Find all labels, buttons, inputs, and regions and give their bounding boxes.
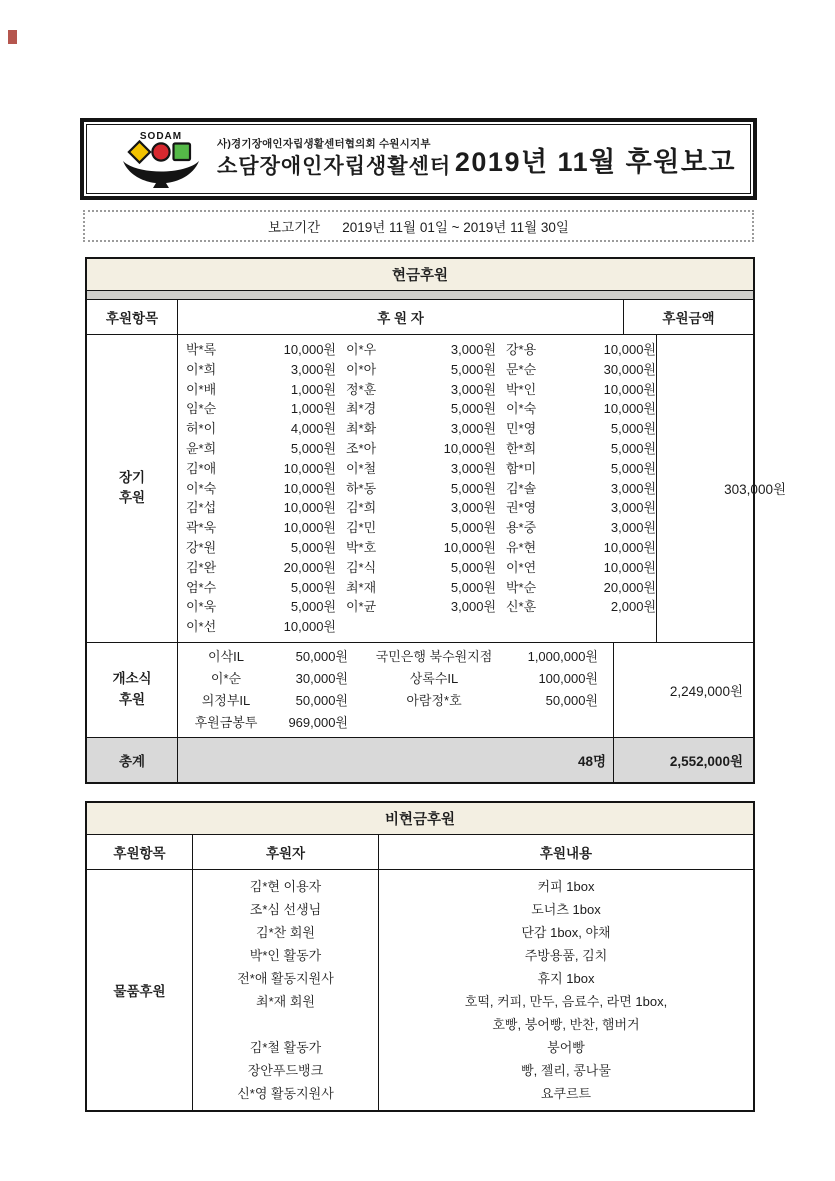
donor-name: 국민은행 북수원지점 [375,648,493,664]
donor-name: 이*철 [346,460,377,476]
regular-donor-grid [178,335,656,642]
donor-name: 김*식 [346,559,377,575]
donor-name: 아람정*호 [406,692,462,708]
donor-name: 최*재 [346,579,377,595]
opening-label [87,643,178,737]
donor-name: 함*미 [506,460,537,476]
header-donor: 후 원 자 [377,311,424,326]
donor-name: 이*배 [186,381,217,397]
donor-amount: 5,000원 [450,559,496,575]
donor-amount [414,617,496,637]
report-title: 2019년 11월 후원보고 [454,146,736,177]
noncash-content-column [379,870,753,1110]
period-label: 보고기간 [268,220,321,235]
header-item: 후원항목 [87,300,178,334]
org-name-small: 사)경기장애인자립생활센터협의회 수원시지부 [217,138,431,151]
donor-name: 최*화 [346,421,377,437]
donor-name: 이*우 [346,342,377,357]
donor-name: 이*아 [346,361,377,377]
total-row [87,738,753,782]
opening-label-line2: 후원 [118,691,146,707]
total-amount: 2,552,000원 [613,738,753,782]
donor-amount: 5,000원 [290,440,336,456]
cash-header-row [87,300,753,335]
donor-name: 이*숙 [506,401,537,417]
donor-amount: 50,000원 [295,692,348,708]
content-line: 도너츠 1box [531,901,601,917]
donor-name: 민*영 [506,421,537,437]
content-line: 붕어빵 [547,1039,585,1055]
logo-brand-text: SODAM [139,131,183,142]
donor-amount: 5,000원 [290,599,336,615]
donor-line: 최*재 회원 [256,993,315,1009]
donor-name: 이삭IL [208,648,244,664]
logo-circle-icon [152,143,169,160]
donor-name: 이*균 [346,599,377,615]
donor-name: 한*희 [506,440,537,456]
donor-amount: 10,000원 [603,401,656,417]
donor-name: 후원금봉투 [194,714,258,730]
scan-artifact-mark [8,30,17,44]
period-bar [83,210,754,242]
donor-amount: 1,000원 [290,381,336,397]
donor-name: 김*애 [186,460,217,476]
donor-name: 최*경 [346,401,377,417]
donor-amount: 5,000원 [610,421,656,437]
donor-amount: 3,000원 [450,460,496,476]
donor-name: 임*순 [186,401,217,417]
donor-name: 이*희 [186,361,217,377]
donor-amount: 3,000원 [450,381,496,397]
noncash-label: 물품후원 [87,870,193,1110]
donor-amount: 100,000원 [538,670,598,686]
content-line: 호떡, 커피, 만두, 음료수, 라면 1box, [464,993,668,1009]
donor-amount: 3,000원 [450,342,496,357]
donor-name: 김*완 [186,559,217,575]
donor-name: 권*영 [506,500,537,516]
regular-label-line1: 장기 [118,469,146,485]
cash-table [85,257,786,784]
donor-name: 박*인 [506,381,537,397]
donor-amount: 10,000원 [283,480,336,496]
donor-name [506,617,564,637]
donor-amount: 3,000원 [610,480,656,496]
header-box [80,118,757,200]
donor-amount: 5,000원 [610,440,656,456]
donor-amount: 4,000원 [290,421,336,437]
noncash-donor-column [193,870,379,1110]
org-name-brush: 소담장애인자립생활센터 [217,154,452,179]
donor-name: 이*욱 [186,599,217,615]
donor-name: 박*록 [186,342,217,357]
donor-amount: 5,000원 [450,361,496,377]
content-line: 요쿠르트 [540,1085,592,1101]
gray-separator-band [87,291,753,300]
org-name-block [217,138,451,179]
period-value: 2019년 11월 01일 ~ 2019년 11월 30일 [342,220,569,235]
donor-amount: 10,000원 [283,619,336,635]
opening-amount: 2,249,000원 [613,643,753,737]
donor-amount: 30,000원 [295,670,348,686]
donor-amount: 5,000원 [450,520,496,536]
donor-name [346,617,404,637]
donor-amount: 3,000원 [450,500,496,516]
logo-square-icon [174,144,191,161]
regular-label [87,335,178,642]
donor-line: 전*애 활동지원사 [237,970,334,986]
donor-amount: 5,000원 [610,460,656,476]
donor-amount: 5,000원 [290,579,336,595]
donor-amount: 3,000원 [450,599,496,615]
header-amount: 후원금액 [623,300,753,334]
donor-amount: 3,000원 [450,421,496,437]
content-line: 빵, 젤리, 콩나물 [521,1062,611,1078]
donor-line: 김*현 이용자 [249,878,322,894]
donor-name: 상록수IL [409,670,459,686]
content-line: 호빵, 붕어빵, 반찬, 햄버거 [492,1016,640,1032]
noncash-table-title: 비현금후원 [87,803,753,835]
donor-name: 곽*욱 [186,520,217,536]
donor-amount: 5,000원 [450,401,496,417]
logo-diamond-icon [129,141,150,162]
donor-amount: 10,000원 [443,440,496,456]
donor-name: 강*용 [506,342,537,357]
logo-bowl-icon [123,161,199,188]
sodam-logo-icon [111,128,211,190]
donor-amount: 50,000원 [295,648,348,664]
noncash-header-donor: 후원자 [193,835,379,869]
donor-line: 신*영 활동지원사 [237,1085,334,1101]
donor-name: 문*순 [506,361,537,377]
donor-amount: 5,000원 [450,579,496,595]
report-document [80,118,786,1112]
noncash-header-content: 후원내용 [539,845,593,861]
regular-donation-row [87,335,786,643]
donor-amount: 3,000원 [610,520,656,536]
donor-name: 박*호 [346,539,377,555]
donor-name: 김*섭 [186,500,217,516]
donor-amount: 30,000원 [603,361,656,377]
donor-amount: 10,000원 [283,460,336,476]
donor-amount: 1,000원 [290,401,336,417]
donor-amount: 10,000원 [443,539,496,555]
total-label: 총계 [87,738,178,782]
donor-line: 김*철 활동가 [249,1039,322,1055]
donor-amount: 10,000원 [283,500,336,516]
noncash-table [85,801,755,1112]
donor-name: 이*순 [210,670,242,686]
donor-amount: 5,000원 [290,539,336,555]
noncash-body-row [87,870,753,1110]
donor-name: 이*연 [506,559,537,575]
donor-amount: 5,000원 [450,480,496,496]
donor-line: 김*찬 회원 [256,924,315,940]
donor-name [354,712,514,734]
donor-name: 의정부IL [201,692,251,708]
donor-amount: 10,000원 [603,342,656,357]
donor-line: 장안푸드뱅크 [247,1062,324,1078]
donor-amount: 3,000원 [290,361,336,377]
donor-amount: 3,000원 [610,500,656,516]
donor-amount: 20,000원 [603,579,656,595]
donor-name: 이*선 [186,619,217,635]
donor-amount: 50,000원 [545,692,598,708]
donor-amount [574,617,656,637]
donor-amount: 10,000원 [283,342,336,357]
opening-label-line1: 개소식 [112,671,152,687]
header-inner [86,124,751,194]
donor-name: 허*이 [186,421,217,437]
donor-amount: 969,000원 [288,714,348,730]
donor-amount: 10,000원 [603,559,656,575]
donor-name: 김*민 [346,520,377,536]
donor-amount: 1,000,000원 [527,648,598,664]
donor-name: 유*현 [506,539,537,555]
content-line: 주방용품, 김치 [524,947,608,963]
donor-name: 엄*수 [186,579,217,595]
donor-line [193,1013,378,1036]
donor-line: 박*인 활동가 [249,947,322,963]
donor-name: 박*순 [506,579,537,595]
donor-name: 하*동 [346,480,377,496]
donor-amount [520,712,598,734]
noncash-header-row [87,835,753,870]
noncash-header-item: 후원항목 [87,835,193,869]
content-line: 단감 1box, 야채 [521,924,611,940]
regular-amount: 303,000원 [656,335,796,642]
cash-table-title: 현금후원 [87,259,753,291]
donor-name: 조*아 [346,440,377,456]
donor-name: 이*숙 [186,480,217,496]
content-line: 커피 1box [537,878,595,894]
donor-amount: 10,000원 [283,520,336,536]
donor-name: 정*훈 [346,381,377,397]
total-count: 48명 [577,753,606,769]
regular-label-line2: 후원 [118,490,146,506]
opening-donor-grid [178,643,613,737]
donor-amount: 20,000원 [283,559,336,575]
donor-name: 윤*희 [186,440,217,456]
donor-name: 김*솔 [506,480,537,496]
donor-line: 조*심 선생님 [249,901,322,917]
donor-name: 강*원 [186,539,217,555]
content-line: 휴지 1box [537,970,595,986]
donor-name: 김*희 [346,500,377,516]
opening-donation-row [87,643,753,738]
donor-name: 용*중 [506,520,537,536]
donor-name: 신*훈 [506,599,537,615]
donor-amount: 2,000원 [610,599,656,615]
donor-amount: 10,000원 [603,381,656,397]
donor-amount: 10,000원 [603,539,656,555]
